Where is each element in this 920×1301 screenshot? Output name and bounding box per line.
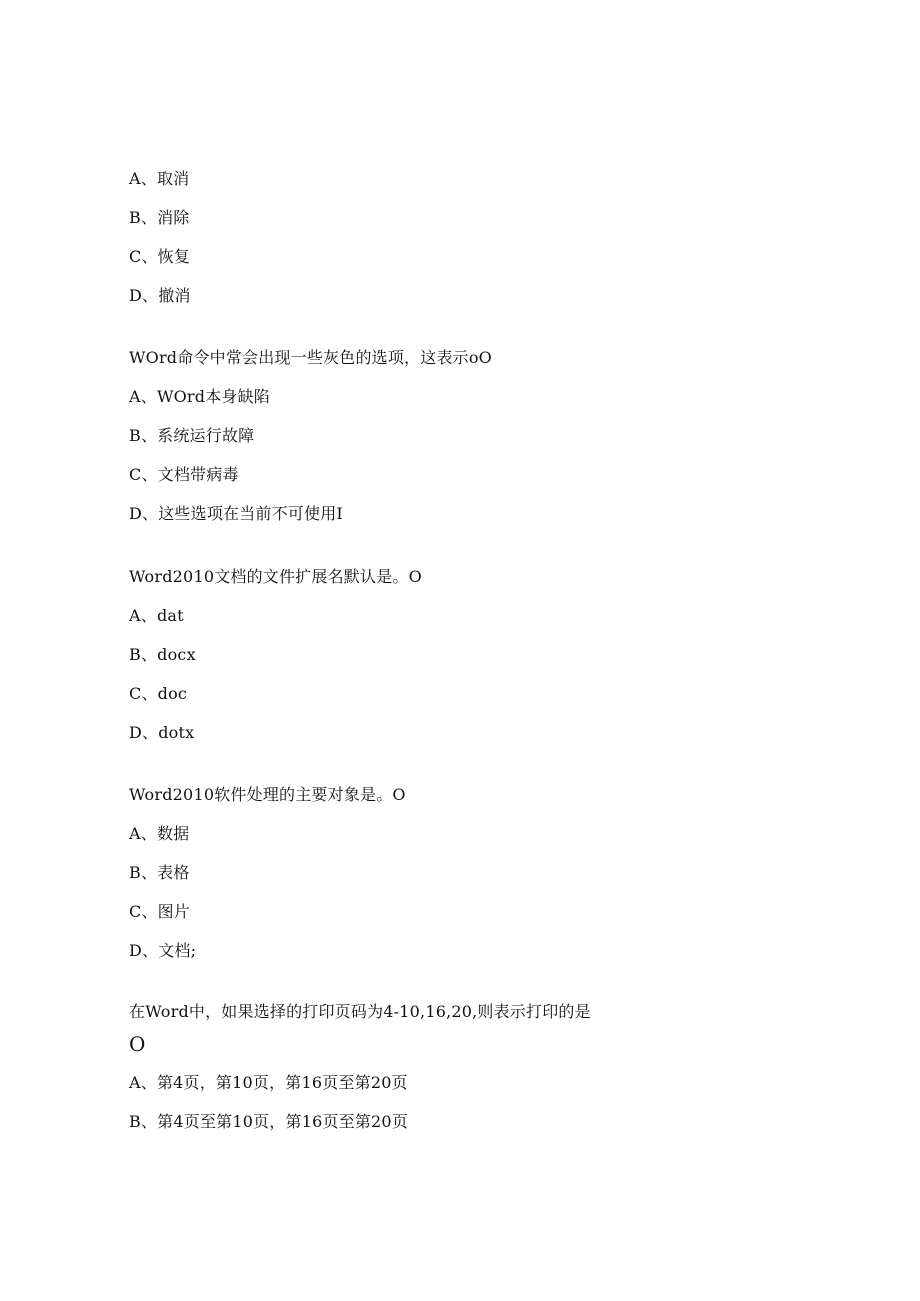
question-text: 在Word中，如果选择的打印页码为4-10,16,20,则表示打印的是	[129, 1002, 591, 1021]
question-text: Word2010文档的文件扩展名默认是。O	[129, 567, 422, 586]
option-b: B、docx	[129, 645, 196, 664]
option-b: B、第4页至第10页，第16页至第20页	[129, 1112, 409, 1131]
option-d: D、这些选项在当前不可使用I	[129, 504, 343, 523]
question-text: Word2010软件处理的主要对象是。O	[129, 785, 406, 804]
option-a: A、取消	[129, 169, 190, 188]
option-a: A、第4页，第10页，第16页至第20页	[129, 1073, 408, 1092]
option-d: D、撤消	[129, 286, 191, 305]
option-b: B、消除	[129, 208, 190, 227]
option-a: A、dat	[129, 606, 184, 625]
question-text: WOrd命令中常会出现一些灰色的选项，这表示oO	[129, 348, 493, 367]
option-c: C、恢复	[129, 247, 191, 266]
option-c: C、doc	[129, 684, 188, 703]
option-c: C、图片	[129, 902, 191, 921]
option-b: B、系统运行故障	[129, 426, 255, 445]
option-a: A、WOrd本身缺陷	[129, 387, 271, 406]
question-text-continuation: O	[129, 1032, 146, 1056]
option-b: B、表格	[129, 863, 190, 882]
option-a: A、数据	[129, 824, 190, 843]
option-d: D、dotx	[129, 723, 195, 742]
option-c: C、文档带病毒	[129, 465, 239, 484]
option-d: D、文档;	[129, 941, 197, 960]
